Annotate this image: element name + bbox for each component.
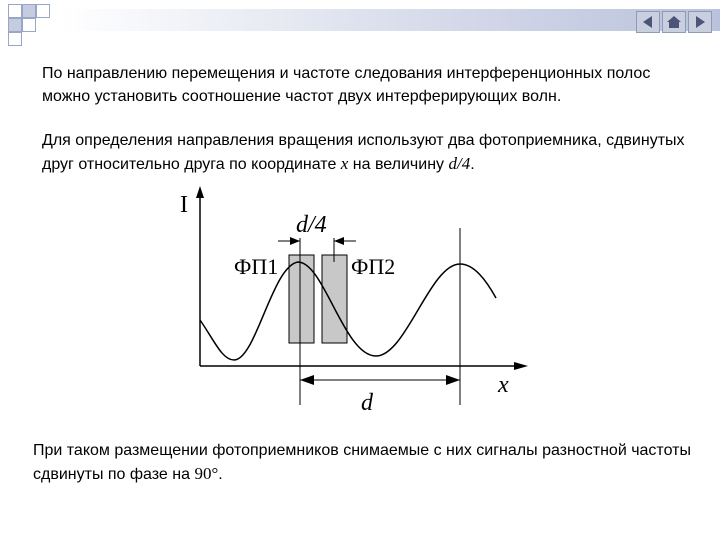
detector-2-label: ФП2: [351, 254, 396, 279]
quarter-label: d/4: [296, 212, 327, 238]
detector-2: [322, 255, 347, 343]
x-axis-arrow: [514, 362, 528, 370]
detector-1-label: ФП1: [234, 254, 279, 279]
quarter-arrow-right: [334, 237, 344, 245]
paragraph3-suffix: .: [218, 466, 223, 483]
paragraph3-prefix: При таком размещении фотоприемников снимаемые с них сигналы разностной частоты сдвинуты по фазе на: [33, 442, 691, 483]
y-axis-arrow: [196, 186, 204, 198]
paragraph2-mid: на величину: [348, 156, 449, 173]
period-arrow-right: [446, 375, 460, 385]
paragraph3-value: 90°: [194, 464, 219, 483]
paragraph2-value: d/4: [448, 154, 471, 173]
paragraph2-prefix: Для определения направления вращения используют два фотоприемника, сдвинутых друг относительно друга по координате: [42, 132, 685, 173]
quarter-arrow-left: [290, 237, 300, 245]
paragraph-phase-shift: [33, 439, 713, 486]
paragraph2-variable: x: [340, 154, 349, 173]
paragraph1-text: По направлению перемещения и частоте следования интерференционных полос можно установить соотношение частот двух интерферирующих волн.: [42, 65, 651, 105]
y-axis-label: I: [180, 192, 188, 218]
x-axis-label: x: [498, 372, 509, 398]
paragraph2-suffix: .: [470, 156, 475, 173]
period-label: d: [361, 390, 373, 416]
period-arrow-left: [300, 375, 314, 385]
